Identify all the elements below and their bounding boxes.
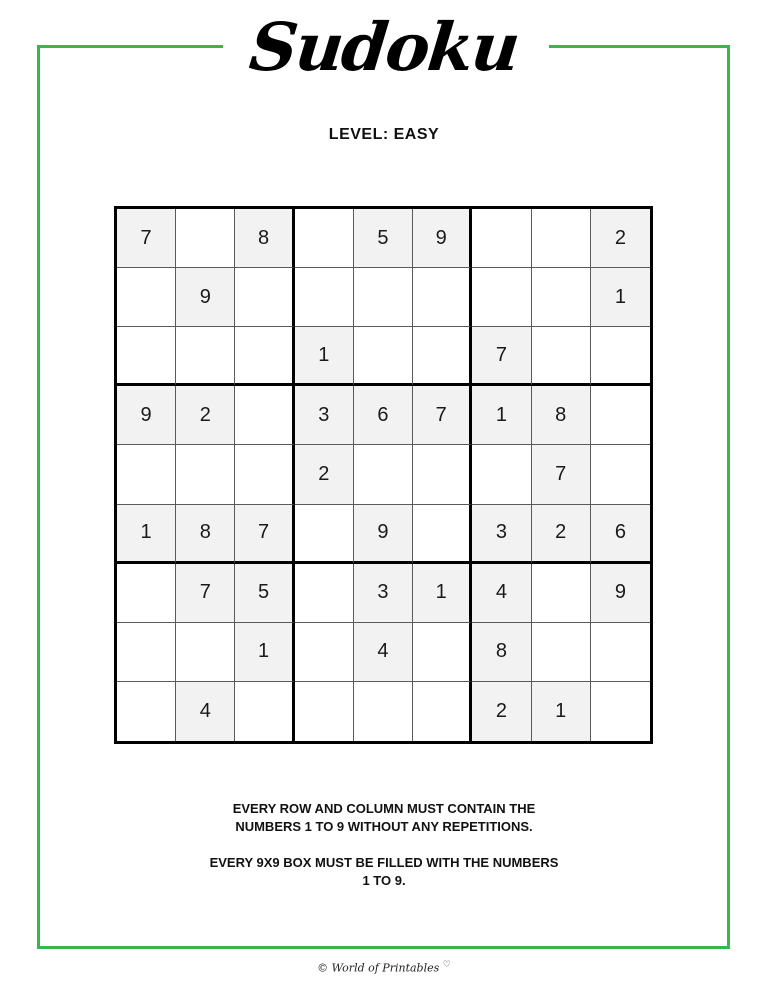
sudoku-cell-r3-c6[interactable] (413, 327, 472, 386)
sudoku-cell-r4-c9[interactable] (591, 386, 650, 445)
sudoku-cell-r2-c4[interactable] (295, 268, 354, 327)
sudoku-cell-r5-c9[interactable] (591, 445, 650, 504)
sudoku-cell-r6-c1: 1 (117, 505, 176, 564)
sudoku-cell-r1-c9: 2 (591, 209, 650, 268)
sudoku-cell-r3-c2[interactable] (176, 327, 235, 386)
sudoku-cell-r3-c3[interactable] (235, 327, 294, 386)
sudoku-cell-r8-c7: 8 (472, 623, 531, 682)
sudoku-cell-r1-c8[interactable] (532, 209, 591, 268)
rule2-line2: 1 TO 9. (362, 873, 406, 888)
sudoku-cell-r7-c7: 4 (472, 564, 531, 623)
sudoku-cell-r4-c5: 6 (354, 386, 413, 445)
sudoku-cell-r6-c7: 3 (472, 505, 531, 564)
sudoku-cell-r8-c2[interactable] (176, 623, 235, 682)
sudoku-cell-r2-c8[interactable] (532, 268, 591, 327)
footer-brand (0, 960, 768, 975)
sudoku-cell-r1-c1: 7 (117, 209, 176, 268)
sudoku-cell-r4-c7: 1 (472, 386, 531, 445)
sudoku-cell-r9-c7: 2 (472, 682, 531, 741)
difficulty-level: LEVEL: EASY (328, 126, 440, 143)
sudoku-cell-r3-c8[interactable] (532, 327, 591, 386)
sudoku-cell-r9-c4[interactable] (295, 682, 354, 741)
page-title: Sudoku (246, 8, 522, 86)
sudoku-cell-r6-c5: 9 (354, 505, 413, 564)
sudoku-cell-r9-c5[interactable] (354, 682, 413, 741)
sudoku-cell-r2-c5[interactable] (354, 268, 413, 327)
instructions (0, 800, 768, 908)
sudoku-cell-r2-c3[interactable] (235, 268, 294, 327)
sudoku-cell-r2-c2: 9 (176, 268, 235, 327)
sudoku-cell-r9-c2: 4 (176, 682, 235, 741)
sudoku-cell-r3-c5[interactable] (354, 327, 413, 386)
sudoku-cell-r3-c4: 1 (295, 327, 354, 386)
sudoku-cell-r4-c6: 7 (413, 386, 472, 445)
sudoku-cell-r5-c5[interactable] (354, 445, 413, 504)
sudoku-cell-r7-c1[interactable] (117, 564, 176, 623)
rule1-line2: NUMBERS 1 TO 9 WITHOUT ANY REPETITIONS. (235, 819, 533, 834)
sudoku-cell-r8-c9[interactable] (591, 623, 650, 682)
rule-rows-columns (0, 800, 768, 836)
sudoku-cell-r4-c8: 8 (532, 386, 591, 445)
sudoku-cell-r8-c5: 4 (354, 623, 413, 682)
sudoku-cell-r7-c8[interactable] (532, 564, 591, 623)
copyright-icon: © (317, 961, 329, 975)
sudoku-cell-r3-c7: 7 (472, 327, 531, 386)
sudoku-cell-r6-c9: 6 (591, 505, 650, 564)
sudoku-cell-r2-c9: 1 (591, 268, 650, 327)
sudoku-cell-r1-c5: 5 (354, 209, 413, 268)
sudoku-cell-r5-c1[interactable] (117, 445, 176, 504)
sudoku-cell-r5-c8: 7 (532, 445, 591, 504)
sudoku-cell-r2-c7[interactable] (472, 268, 531, 327)
sudoku-cell-r7-c4[interactable] (295, 564, 354, 623)
sudoku-cell-r1-c2[interactable] (176, 209, 235, 268)
sudoku-cell-r5-c2[interactable] (176, 445, 235, 504)
sudoku-cell-r7-c3: 5 (235, 564, 294, 623)
sudoku-cell-r9-c3[interactable] (235, 682, 294, 741)
sudoku-cell-r9-c1[interactable] (117, 682, 176, 741)
frame-bottom-border (37, 946, 730, 949)
sudoku-cell-r4-c2: 2 (176, 386, 235, 445)
sudoku-cell-r8-c4[interactable] (295, 623, 354, 682)
sudoku-cell-r6-c4[interactable] (295, 505, 354, 564)
sudoku-cell-r9-c6[interactable] (413, 682, 472, 741)
sudoku-cell-r4-c4: 3 (295, 386, 354, 445)
sudoku-cell-r8-c8[interactable] (532, 623, 591, 682)
sudoku-cell-r2-c1[interactable] (117, 268, 176, 327)
sudoku-cell-r1-c7[interactable] (472, 209, 531, 268)
sudoku-cell-r3-c9[interactable] (591, 327, 650, 386)
sudoku-cell-r5-c7[interactable] (472, 445, 531, 504)
sudoku-cell-r8-c6[interactable] (413, 623, 472, 682)
sudoku-cell-r9-c8: 1 (532, 682, 591, 741)
sudoku-cell-r7-c5: 3 (354, 564, 413, 623)
sudoku-cell-r5-c6[interactable] (413, 445, 472, 504)
sudoku-cell-r2-c6[interactable] (413, 268, 472, 327)
rule-boxes (0, 854, 768, 890)
sudoku-cell-r1-c4[interactable] (295, 209, 354, 268)
sudoku-cell-r3-c1[interactable] (117, 327, 176, 386)
sudoku-cell-r1-c6: 9 (413, 209, 472, 268)
sudoku-cell-r7-c2: 7 (176, 564, 235, 623)
sudoku-cell-r5-c3[interactable] (235, 445, 294, 504)
sudoku-cell-r7-c9: 9 (591, 564, 650, 623)
sudoku-cell-r5-c4: 2 (295, 445, 354, 504)
rule2-line1: EVERY 9X9 BOX MUST BE FILLED WITH THE NUMBERS (209, 855, 559, 870)
rule1-line1: EVERY ROW AND COLUMN MUST CONTAIN THE (232, 801, 536, 816)
sudoku-cell-r4-c1: 9 (117, 386, 176, 445)
sudoku-cell-r8-c1[interactable] (117, 623, 176, 682)
heart-icon: ♡ (442, 960, 451, 970)
sudoku-cell-r6-c2: 8 (176, 505, 235, 564)
sudoku-cell-r7-c6: 1 (413, 564, 472, 623)
sudoku-grid (114, 206, 653, 744)
sudoku-cell-r8-c3: 1 (235, 623, 294, 682)
sudoku-cell-r9-c9[interactable] (591, 682, 650, 741)
sudoku-cell-r1-c3: 8 (235, 209, 294, 268)
sudoku-cell-r6-c6[interactable] (413, 505, 472, 564)
sudoku-cell-r4-c3[interactable] (235, 386, 294, 445)
brand-name: World of Printables (331, 961, 440, 975)
sudoku-cell-r6-c8: 2 (532, 505, 591, 564)
sudoku-cell-r6-c3: 7 (235, 505, 294, 564)
